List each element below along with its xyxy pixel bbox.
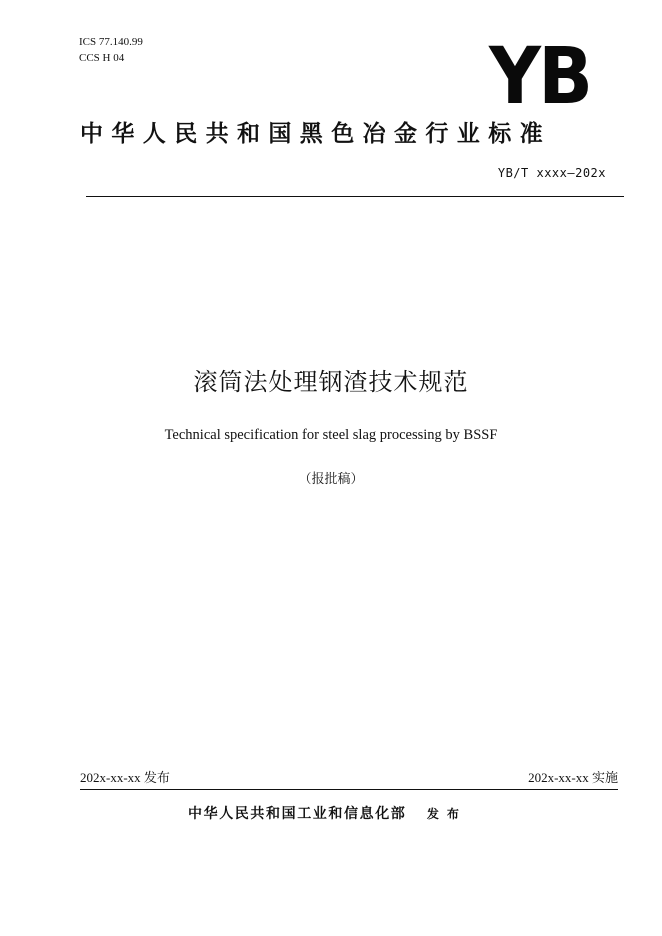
header-divider [86,196,624,197]
issue-label: 发布 [143,771,170,786]
standard-category-title: 中华人民共和国黑色冶金行业标准 [80,121,551,147]
issuing-authority: 中华人民共和国工业和信息化部 [188,806,407,822]
issuer-action: 发布 [426,807,467,821]
implementation-date: 202x-xx-xx [528,770,589,785]
standard-number: YB/T xxxx—202x [497,166,606,180]
document-title-english: Technical specification for steel slag processing by BSSF [164,427,498,443]
implementation-label: 实施 [591,771,618,786]
ics-code: ICS 77.140.99 [79,36,143,48]
footer-divider [80,789,618,790]
draft-status: （报批稿） [298,472,364,487]
issuer-line [188,805,467,823]
implementation-date-line [528,770,618,787]
issue-date: 202x-xx-xx [80,770,141,785]
yb-logo: YB [489,32,591,122]
issue-date-line [80,770,170,787]
document-title-chinese: 滚筒法处理钢渣技术规范 [193,368,469,396]
ccs-code: CCS H 04 [79,52,125,64]
